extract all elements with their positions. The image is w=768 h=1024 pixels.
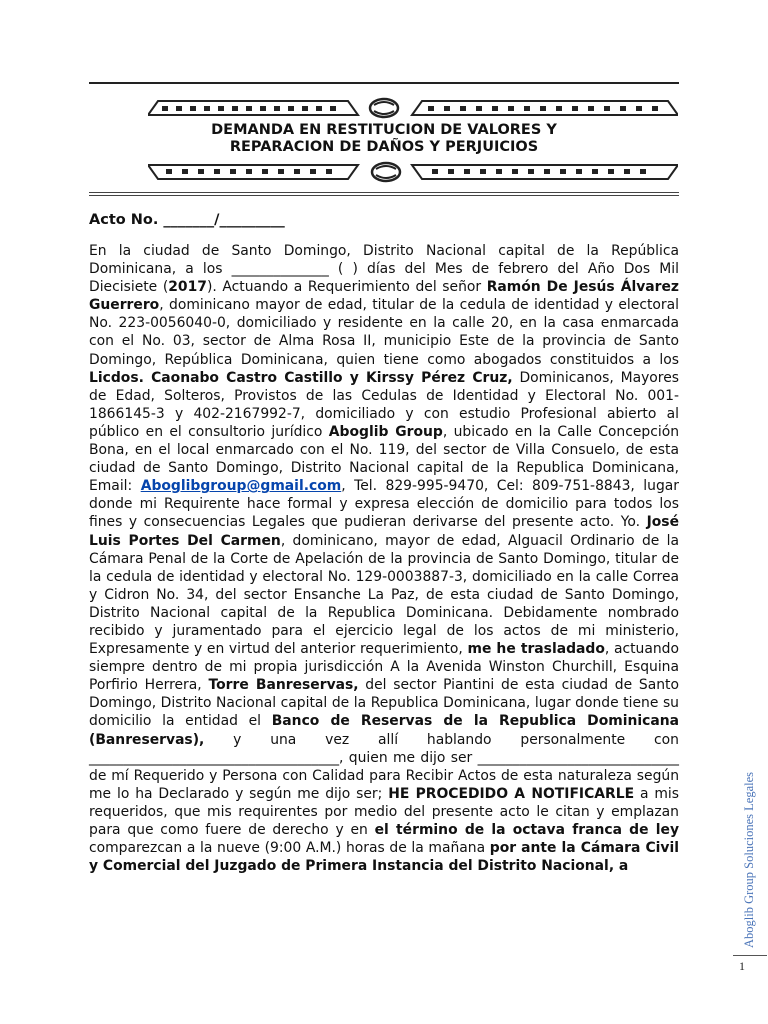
body-text: y una vez allí hablando personalmente con ____________________________________, quien me dijo ser _____________________________ de mí Requerido y Persona con Calidad para Recibir Actos de esta naturaleza según me lo ha Declarado y según me dijo ser; (89, 731, 679, 802)
body-text: comparezcan a la nueve (9:00 A.M.) horas de la mañana (89, 840, 490, 857)
body-text: , Tel. 829-995-9470, Cel: 809-751-8843, lugar donde mi Requirente hace formal y expresa elección de domicilio para todos los fines y consecuencias Legales que pudieran derivarse del presente acto. Yo. (89, 478, 679, 531)
lawyers-names: Licdos. Caonabo Castro Castillo y Kirssy Pérez Cruz, (89, 369, 513, 386)
alguacil-name: José Luis Portes Del Carmen (89, 514, 679, 549)
page-number-rule (733, 955, 767, 956)
document-title (89, 122, 679, 156)
termino-phrase: el término de la octava franca de ley (374, 822, 679, 838)
body-text: , ubicado en la Calle Concepción Bona, en el local enmarcado con el No. 119, del sector de Villa Consuelo, de esta ciudad de Santo Domingo, Distrito Nacional capital de la Republica Dominicana, Email: (89, 423, 680, 495)
torre-name: Torre Banreservas, (208, 677, 359, 694)
body-text: Dominicanos, Mayores de Edad, Solteros, Provistos de las Cedulas de Identidad y Electoral No. 001-1866145-3 y 402-2167992-7, domiciliado y con estudio Profesional abierto al público en el consultorio jurídico (89, 369, 679, 440)
body-text: En la ciudad de Santo Domingo, Distrito Nacional capital de la República Dominicana, a los ______________ ( ) días del Mes de febrero del Año Dos Mil Diecisiete ( (89, 243, 679, 296)
notificarle-phrase: HE PROCEDIDO A NOTIFICARLE (388, 785, 635, 802)
body-text: , dominicano, mayor de edad, Alguacil Ordinario de la Cámara Penal de la Corte de Apelación de la provincia de Santo Domingo, titular de la cedula de identidad y electoral No. 129-0003887-3, domiciliado en la calle Correa y Cidron No. 34, del sector Ensanche La Paz, de esta ciudad de Santo Domingo, Distrito Nacional capital de la Republica Dominicana. Debidamente nombrado recibido y juramentado para el ejercicio legal de los actos de mi ministerio, Expresamente y en virtud del anterior requerimiento, (89, 532, 679, 658)
header-bottom-rule-2 (89, 195, 679, 196)
ornament-bottom-icon (148, 161, 678, 183)
banco-name: Banco de Reservas de la Republica Dominicana (Banreservas), (89, 713, 679, 748)
ornament-top-icon (148, 97, 678, 119)
body-text: ). Actuando a Requerimiento del señor (206, 279, 487, 296)
body-text: , actuando siempre dentro de mi propia jurisdicción A la Avenida Winston Churchill, Esquina Porfirio Herrera, (89, 641, 679, 694)
body-text: , dominicano mayor de edad, titular de la cedula de identidad y electoral No. 223-0056040-0, domiciliado y residente en la calle 20, en la casa enmarcada con el No. 03, sector de Alma Rosa II, municipio Este de la provincia de Santo Domingo, República Dominicana, quien tiene como abogados constituidos a los (89, 297, 679, 368)
email-link[interactable]: Aboglibgroup@gmail.com (140, 478, 342, 495)
header-top-rule (89, 82, 679, 84)
title-line-1: DEMANDA EN RESTITUCION DE VALORES Y (211, 122, 557, 138)
title-line-2: REPARACION DE DAÑOS Y PERJUICIOS (229, 139, 539, 155)
camara-phrase: por ante la Cámara Civil y Comercial del Juzgado de Primera Instancia del Distrito Nacional, a (89, 840, 679, 875)
body-text: del sector Piantini de esta ciudad de Santo Domingo, Distrito Nacional capital de la Republica Dominicana, lugar donde tiene su domicilio la entidad el (89, 677, 679, 730)
firm-name: Aboglib Group (328, 423, 443, 440)
header-bottom-rule (89, 192, 679, 193)
body-text: a mis requeridos, que mis requirentes por medio del presente acto le citan y emplazan para que como fuere de derecho y en (89, 785, 679, 838)
year: 2017 (168, 279, 207, 296)
page-number: 1 (739, 959, 745, 973)
acto-number: Acto No. _______/_________ (89, 212, 285, 228)
client-name: Ramón De Jesús Álvarez Guerrero (89, 279, 679, 314)
sidebar-brand-text: Aboglib Group Soluciones Legales (742, 771, 756, 948)
traslado-phrase: me he trasladado (467, 641, 605, 658)
document-body (89, 242, 679, 875)
